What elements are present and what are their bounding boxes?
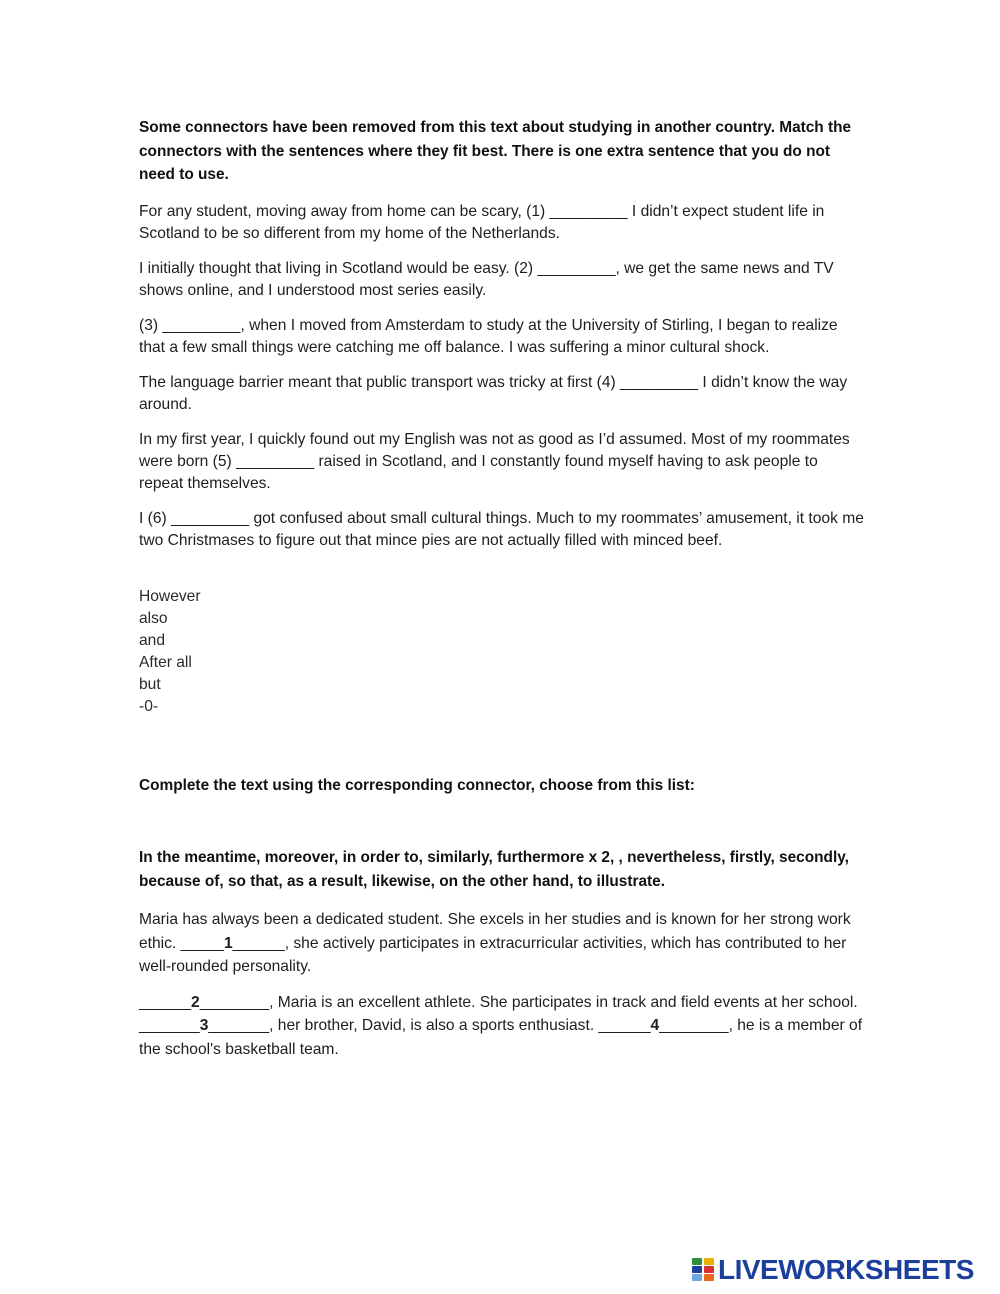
liveworksheets-logo-icon — [692, 1258, 714, 1282]
blank-number-4: 4 — [650, 1017, 660, 1034]
worksheet-page — [139, 116, 865, 1061]
paragraph-4: The language barrier meant that public transport was tricky at first (4) _________ I didn’t know the way around. — [139, 373, 848, 413]
connector-word-list — [139, 586, 865, 718]
paragraph-1: For any student, moving away from home can be scary, (1) _________ I didn’t expect student life in Scotland to be so different from my home of the Netherlands. — [139, 202, 825, 242]
blank-number-3: 3 — [199, 1017, 209, 1034]
paragraph-5: In my first year, I quickly found out my English was not as good as I’d assumed. Most of my roommates were born (5) _________ raised in Scotland, and I constantly found myself having to ask people to repeat themselves. — [139, 430, 850, 492]
connector-item: -0- — [139, 697, 159, 715]
blank-number-1: 1 — [223, 934, 233, 952]
connector-item: After all — [139, 653, 192, 671]
connector-item: and — [139, 631, 166, 649]
text-segment: Maria has always been a dedicated student. She excels in her studies and is known for her strong work ethic. _____ — [139, 911, 851, 952]
paragraph-6: I (6) _________ got confused about small cultural things. Much to my roommates’ amusement, it took me two Christmases to figure out that mince pies are not actually filled with minced beef. — [139, 509, 864, 549]
logo-text: LIVEWORKSHEETS — [718, 1254, 974, 1285]
section2-instructions: Complete the text using the corresponding connector, choose from this list: — [139, 776, 695, 794]
text-segment: ______ — [139, 993, 192, 1011]
liveworksheets-logo — [692, 1255, 974, 1285]
maria-paragraph-2 — [139, 991, 865, 1062]
section2-connector-list: In the meantime, moreover, in order to, similarly, furthermore x 2, , nevertheless, firstly, secondly, because of, so that, as a result, likewise, on the other hand, to illustrate. — [139, 849, 849, 890]
section1-instructions: Some connectors have been removed from this text about studying in another country. Match the connectors with the sentences where they fit best. There is one extra sentence that you do not need to use. — [139, 119, 852, 183]
maria-paragraph-1 — [139, 908, 865, 979]
text-segment: ________, Maria is an excellent athlete. She participates in track and field events at her school. _______ — [139, 993, 858, 1034]
text-segment: ________, he is a member of the school's basketball team. — [139, 1017, 863, 1058]
connector-item: but — [139, 675, 161, 693]
connector-item: However — [139, 587, 201, 605]
blank-number-2: 2 — [191, 993, 200, 1011]
paragraph-3: (3) _________, when I moved from Amsterdam to study at the University of Stirling, I began to realize that a few small things were catching me off balance. I was suffering a minor cultural shock. — [139, 316, 838, 356]
paragraph-2: I initially thought that living in Scotland would be easy. (2) _________, we get the same news and TV shows online, and I understood most series easily. — [139, 259, 834, 299]
text-segment: _______, her brother, David, is also a sports enthusiast. ______ — [208, 1017, 651, 1034]
connector-item: also — [139, 609, 168, 627]
text-segment: ______, she actively participates in extracurricular activities, which has contributed to her well-rounded personality. — [139, 934, 847, 975]
